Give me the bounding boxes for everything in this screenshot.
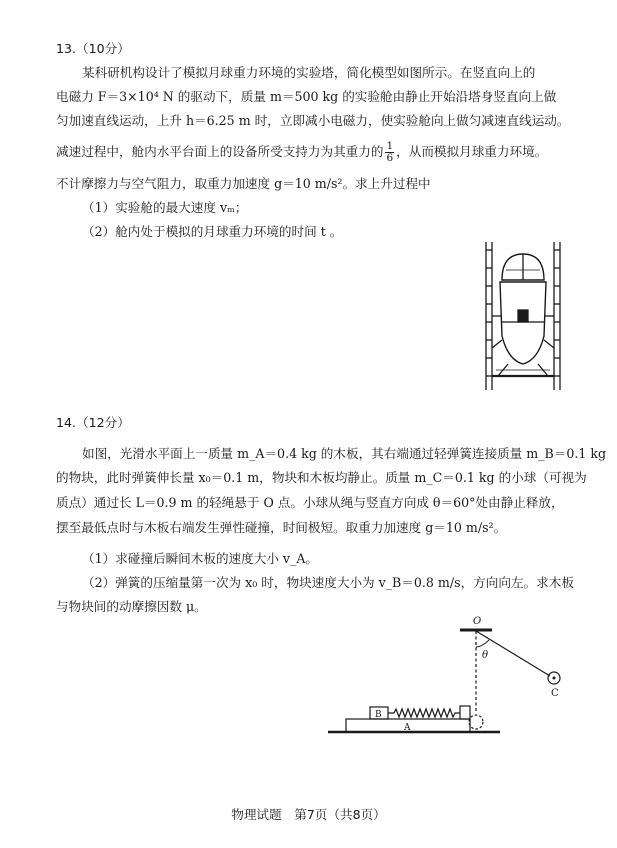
label-theta: θ [482, 650, 489, 661]
q13-subquestion-1: （1）实验舱的最大速度 vₘ； [82, 200, 248, 215]
q13-line-1: 某科研机构设计了模拟月球重力环境的实验塔，简化模型如图所示。在竖直向上的 [82, 65, 536, 80]
q14-subquestion-1: （1）求碰撞后瞬间木板的速度大小 v_A。 [82, 551, 319, 566]
pendulum-plank-figure [322, 614, 574, 740]
page-footer: 物理试题 第7页（共8页） [231, 807, 386, 822]
label-a: A [404, 723, 411, 733]
fraction-denominator: 6 [386, 152, 394, 164]
q14-line-2: 的物块，此时弹簧伸长量 x₀＝0.1 m，物块和木板均静止。质量 m_C＝0.1 kg 的小球（可视为 [56, 470, 587, 485]
label-b: B [375, 710, 382, 720]
q13-line-3: 匀加速直线运动，上升 h＝6.25 m 时，立即减小电磁力，使实验舱向上做匀减速直线运动。 [56, 113, 570, 128]
q13-line-4a: 减速过程中，舱内水平台面上的设备所受支持力为其重力的 [56, 144, 384, 159]
fraction-numerator: 1 [386, 140, 394, 152]
q13-heading: 13.（10分） [56, 41, 130, 56]
q14-subquestion-2-cont: 与物块间的动摩擦因数 μ。 [56, 599, 207, 614]
label-o: O [473, 616, 482, 627]
q13-line-4b: ，从而模拟月球重力环境。 [396, 144, 548, 159]
q14-line-3: 质点）通过长 L＝0.9 m 的轻绳悬于 O 点。小球从绳与竖直方向成 θ＝60°处由静止释放， [56, 495, 564, 510]
tower-capsule-figure [482, 240, 564, 392]
q14-heading: 14.（12分） [56, 415, 130, 430]
q14-line-1: 如图，光滑水平面上一质量 m_A＝0.4 kg 的木板，其右端通过轻弹簧连接质量 m_B＝0.1 kg [82, 446, 607, 461]
q14-line-4: 摆至最低点时与木板右端发生弹性碰撞，时间极短。取重力加速度 g＝10 m/s²。 [56, 520, 507, 535]
fraction-one-sixth [385, 141, 394, 164]
q14-subquestion-2: （2）弹簧的压缩量第一次为 x₀ 时，物块速度大小为 v_B＝0.8 m/s，方向向左。求木板 [82, 575, 574, 590]
q13-line-2: 电磁力 F＝3×10⁴ N 的驱动下，质量 m＝500 kg 的实验舱由静止开始沿塔身竖直向上做 [56, 89, 557, 104]
q13-line-5: 不计摩擦力与空气阻力，取重力加速度 g＝10 m/s²。求上升过程中 [56, 176, 431, 191]
q13-subquestion-2: （2）舱内处于模拟的月球重力环境的时间 t 。 [82, 224, 343, 239]
q13-line-4 [56, 141, 565, 164]
label-c: C [551, 688, 559, 699]
